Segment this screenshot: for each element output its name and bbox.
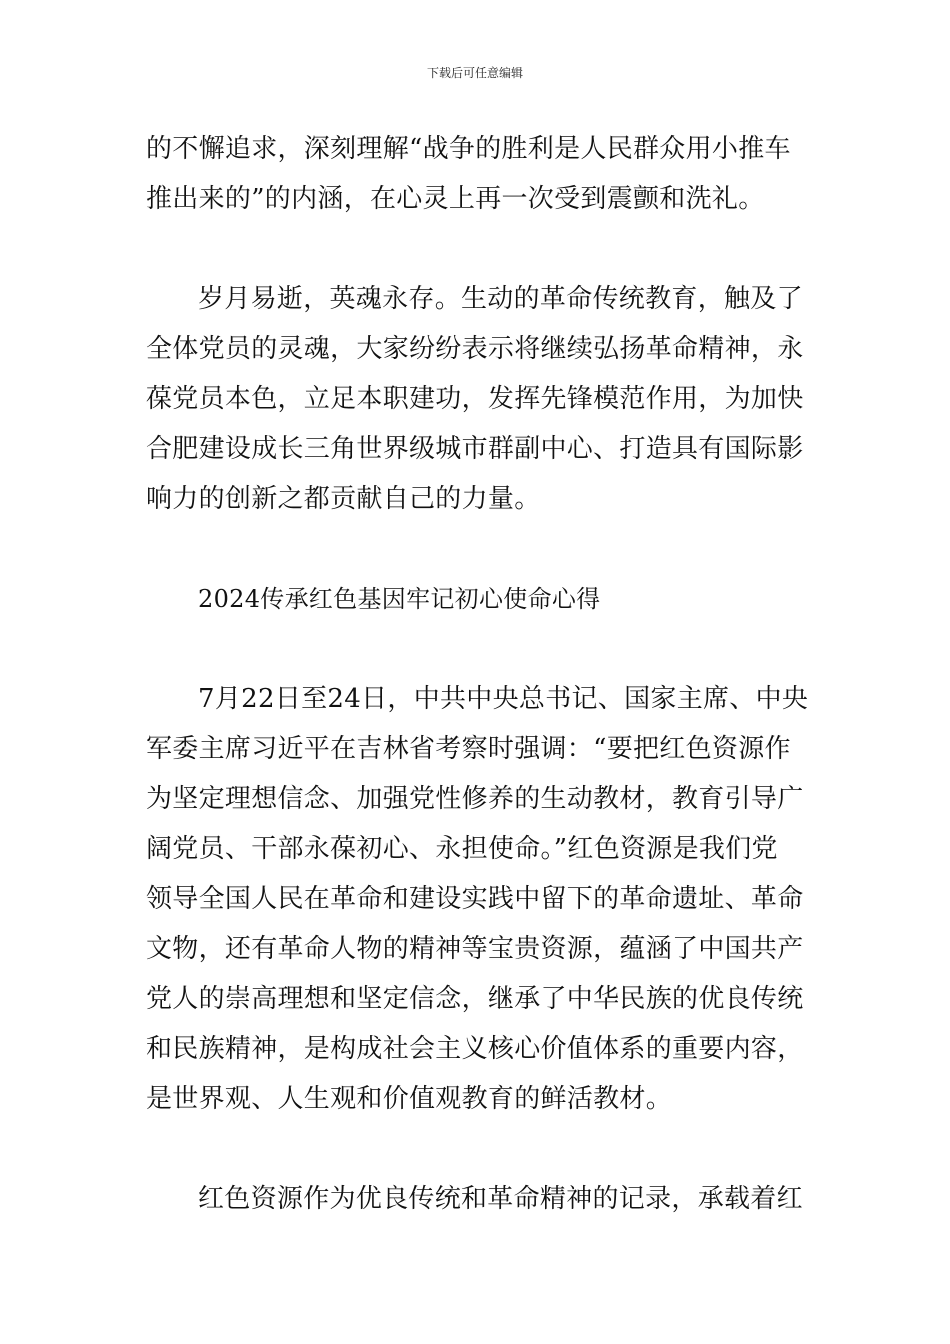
section-heading: 2024传承红色基因牢记初心使命心得: [198, 585, 601, 613]
paragraph-3-line-9: 是世界观、人生观和价值观教育的鲜活教材。: [146, 1084, 673, 1114]
paragraph-3-line-8: 和民族精神，是构成社会主义核心价值体系的重要内容，: [146, 1034, 804, 1064]
paragraph-4-line-1: 红色资源作为优良传统和革命精神的记录，承载着红: [198, 1184, 803, 1214]
paragraph-1-line-1: 的不懈追求，深刻理解“战争的胜利是人民群众用小推车: [146, 134, 791, 164]
paragraph-3-line-2: 军委主席习近平在吉林省考察时强调：“要把红色资源作: [146, 734, 791, 764]
paragraph-3-line-6: 文物，还有革命人物的精神等宝贵资源，蕴涵了中国共产: [146, 934, 804, 964]
paragraph-2-line-5: 响力的创新之都贡献自己的力量。: [146, 484, 541, 514]
paragraph-3-line-4: 阔党员、干部永葆初心、永担使命。”红色资源是我们党: [146, 834, 778, 864]
page-header: 下载后可任意编辑: [426, 66, 523, 80]
paragraph-3-line-5: 领导全国人民在革命和建设实践中留下的革命遗址、革命: [146, 884, 804, 914]
paragraph-3-line-7: 党人的崇高理想和坚定信念，继承了中华民族的优良传统: [146, 984, 804, 1014]
paragraph-3-line-3: 为坚定理想信念、加强党性修养的生动教材，教育引导广: [146, 784, 804, 814]
paragraph-2-line-1: 岁月易逝，英魂永存。生动的革命传统教育，触及了: [198, 284, 803, 314]
paragraph-2-line-4: 合肥建设成长三角世界级城市群副中心、打造具有国际影: [146, 434, 804, 464]
paragraph-2-line-2: 全体党员的灵魂，大家纷纷表示将继续弘扬革命精神，永: [146, 334, 804, 364]
paragraph-1-line-2: 推出来的”的内涵，在心灵上再一次受到震颤和洗礼。: [146, 184, 765, 214]
paragraph-2-line-3: 葆党员本色，立足本职建功，发挥先锋模范作用，为加快: [146, 384, 804, 414]
paragraph-3-line-1: 7月22日至24日，中共中央总书记、国家主席、中央: [198, 684, 809, 714]
